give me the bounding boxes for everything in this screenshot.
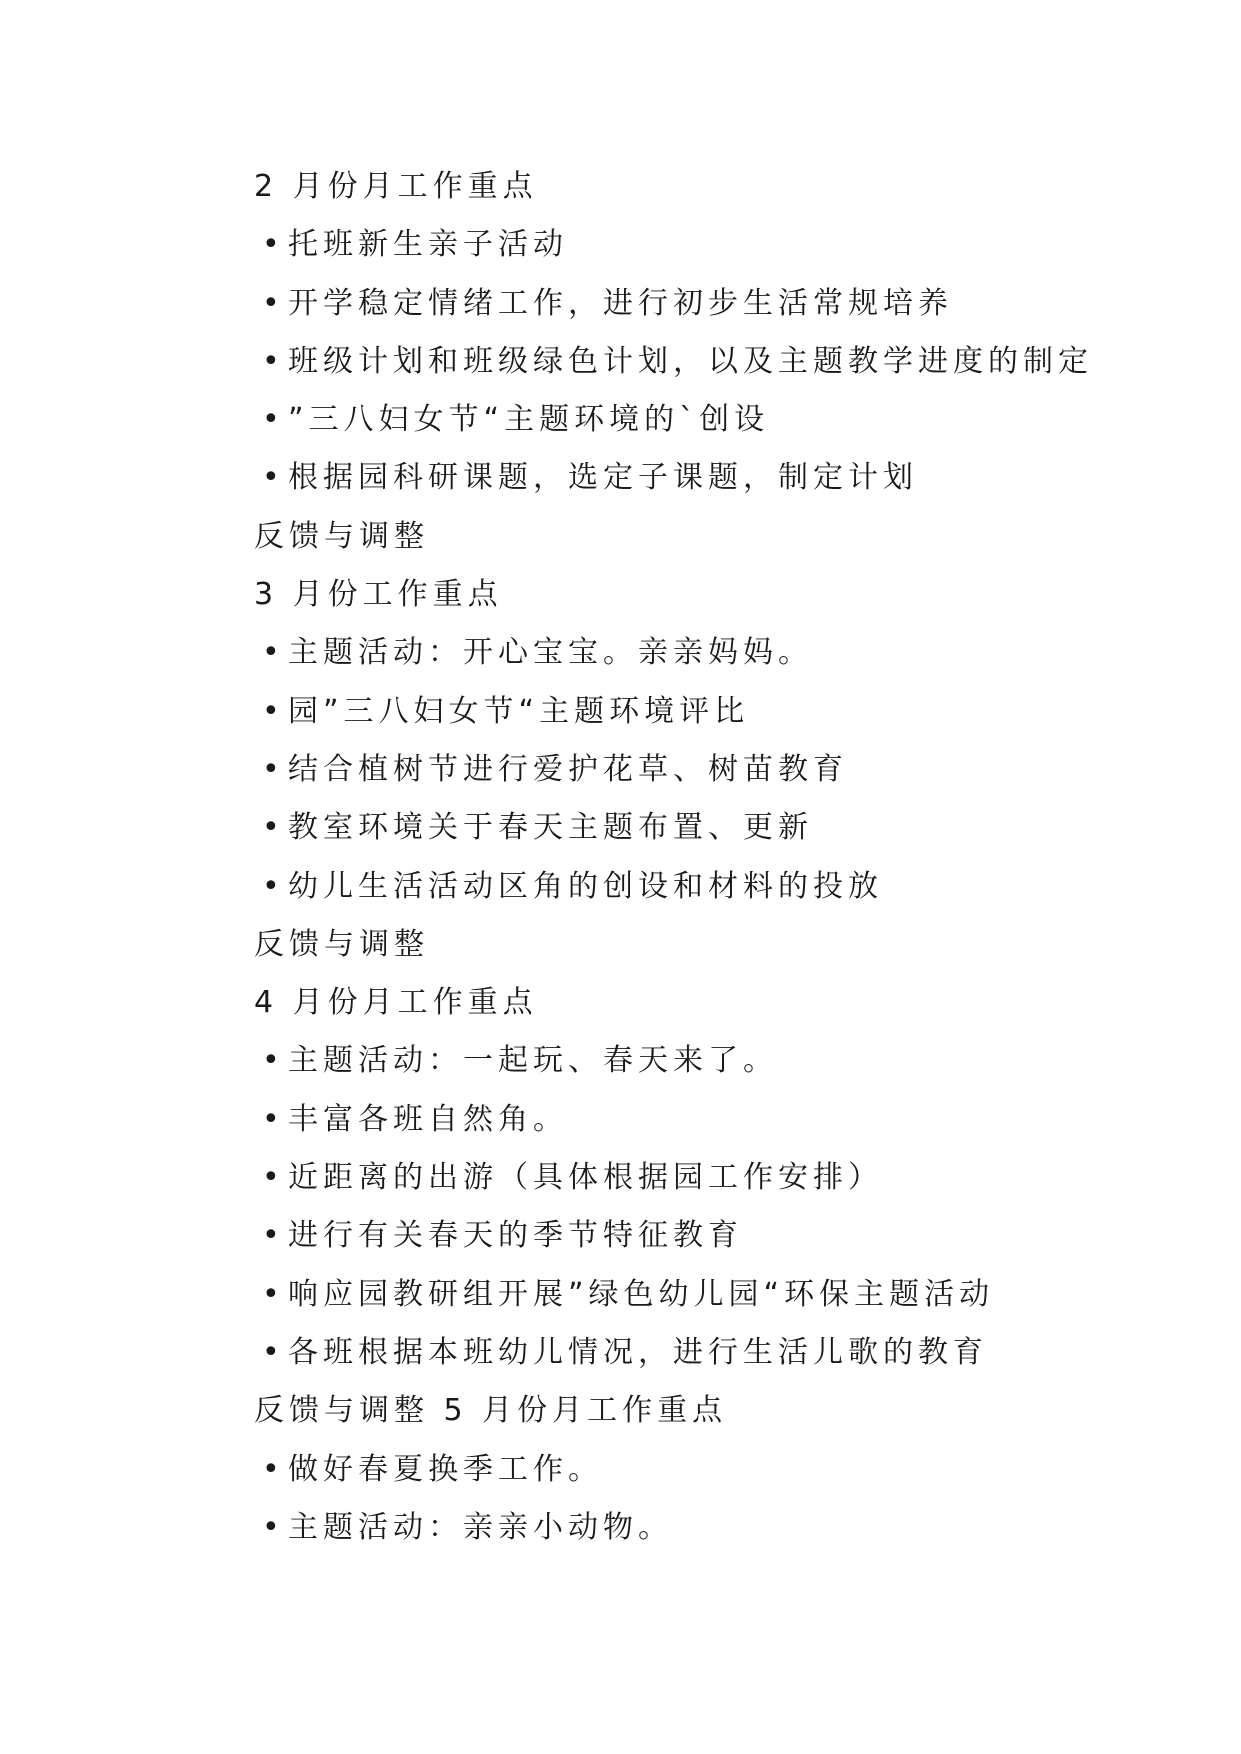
heading-text: 反馈与调整 <box>254 518 429 554</box>
heading-line <box>254 158 1154 216</box>
bullet-text: 近距离的出游（具体根据园工作安排） <box>288 1160 883 1196</box>
bullet-dot: • <box>262 285 285 321</box>
bullet-text: 各班根据本班幼儿情况，进行生活儿歌的教育 <box>288 1334 988 1370</box>
bullet-item <box>254 1324 1154 1382</box>
bullet-text: 做好春夏换季工作。 <box>288 1451 603 1487</box>
heading-text: 3 月份工作重点 <box>254 577 503 613</box>
bullet-dot: • <box>262 868 285 904</box>
heading-line <box>254 566 1154 624</box>
bullet-text: 幼儿生活活动区角的创设和材料的投放 <box>288 868 883 904</box>
bullet-text: 响应园教研组开展”绿色幼儿园“环保主题活动 <box>288 1276 995 1312</box>
bullet-item <box>254 216 1154 274</box>
bullet-item <box>254 1499 1154 1557</box>
bullet-item <box>254 799 1154 857</box>
bullet-item <box>254 449 1154 507</box>
bullet-item <box>254 741 1154 799</box>
bullet-dot: • <box>262 227 285 263</box>
heading-line <box>254 974 1154 1032</box>
bullet-text: 班级计划和班级绿色计划，以及主题教学进度的制定 <box>288 343 1093 379</box>
bullet-item <box>254 275 1154 333</box>
bullet-item <box>254 624 1154 682</box>
bullet-dot: • <box>262 810 285 846</box>
bullet-dot: • <box>262 693 285 729</box>
bullet-dot: • <box>262 1509 285 1545</box>
bullet-text: 开学稳定情绪工作，进行初步生活常规培养 <box>288 285 953 321</box>
bullet-text: 进行有关春天的季节特征教育 <box>288 1218 743 1254</box>
bullet-dot: • <box>262 1101 285 1137</box>
bullet-item <box>254 858 1154 916</box>
bullet-dot: • <box>262 402 285 438</box>
bullet-dot: • <box>262 1043 285 1079</box>
bullet-text: 主题活动：亲亲小动物。 <box>288 1509 673 1545</box>
bullet-text: 丰富各班自然角。 <box>288 1101 568 1137</box>
heading-text: 反馈与调整 5 月份月工作重点 <box>254 1393 728 1429</box>
heading-line <box>254 1382 1154 1440</box>
bullet-text: 托班新生亲子活动 <box>288 227 568 263</box>
bullet-dot: • <box>262 1218 285 1254</box>
bullet-item <box>254 391 1154 449</box>
bullet-text: 结合植树节进行爱护花草、树苗教育 <box>288 751 848 787</box>
heading-text: 4 月份月工作重点 <box>254 985 538 1021</box>
bullet-item <box>254 333 1154 391</box>
bullet-item <box>254 1441 1154 1499</box>
bullet-item <box>254 1032 1154 1090</box>
bullet-dot: • <box>262 460 285 496</box>
document-body <box>254 158 1154 1557</box>
bullet-item <box>254 1207 1154 1265</box>
bullet-text: ”三八妇女节“主题环境的`创设 <box>288 402 770 438</box>
bullet-dot: • <box>262 1334 285 1370</box>
bullet-dot: • <box>262 635 285 671</box>
heading-text: 反馈与调整 <box>254 926 429 962</box>
bullet-item <box>254 683 1154 741</box>
heading-line <box>254 916 1154 974</box>
bullet-text: 教室环境关于春天主题布置、更新 <box>288 810 813 846</box>
heading-text: 2 月份月工作重点 <box>254 169 538 204</box>
bullet-item <box>254 1266 1154 1324</box>
bullet-text: 园”三八妇女节“主题环境评比 <box>288 693 750 729</box>
bullet-dot: • <box>262 1276 285 1312</box>
bullet-text: 主题活动：一起玩、春天来了。 <box>288 1043 778 1079</box>
bullet-text: 根据园科研课题，选定子课题，制定计划 <box>288 460 918 496</box>
bullet-item <box>254 1091 1154 1149</box>
heading-line <box>254 508 1154 566</box>
bullet-dot: • <box>262 343 285 379</box>
bullet-item <box>254 1149 1154 1207</box>
bullet-dot: • <box>262 751 285 787</box>
bullet-dot: • <box>262 1160 285 1196</box>
bullet-text: 主题活动：开心宝宝。亲亲妈妈。 <box>288 635 813 671</box>
bullet-dot: • <box>262 1451 285 1487</box>
